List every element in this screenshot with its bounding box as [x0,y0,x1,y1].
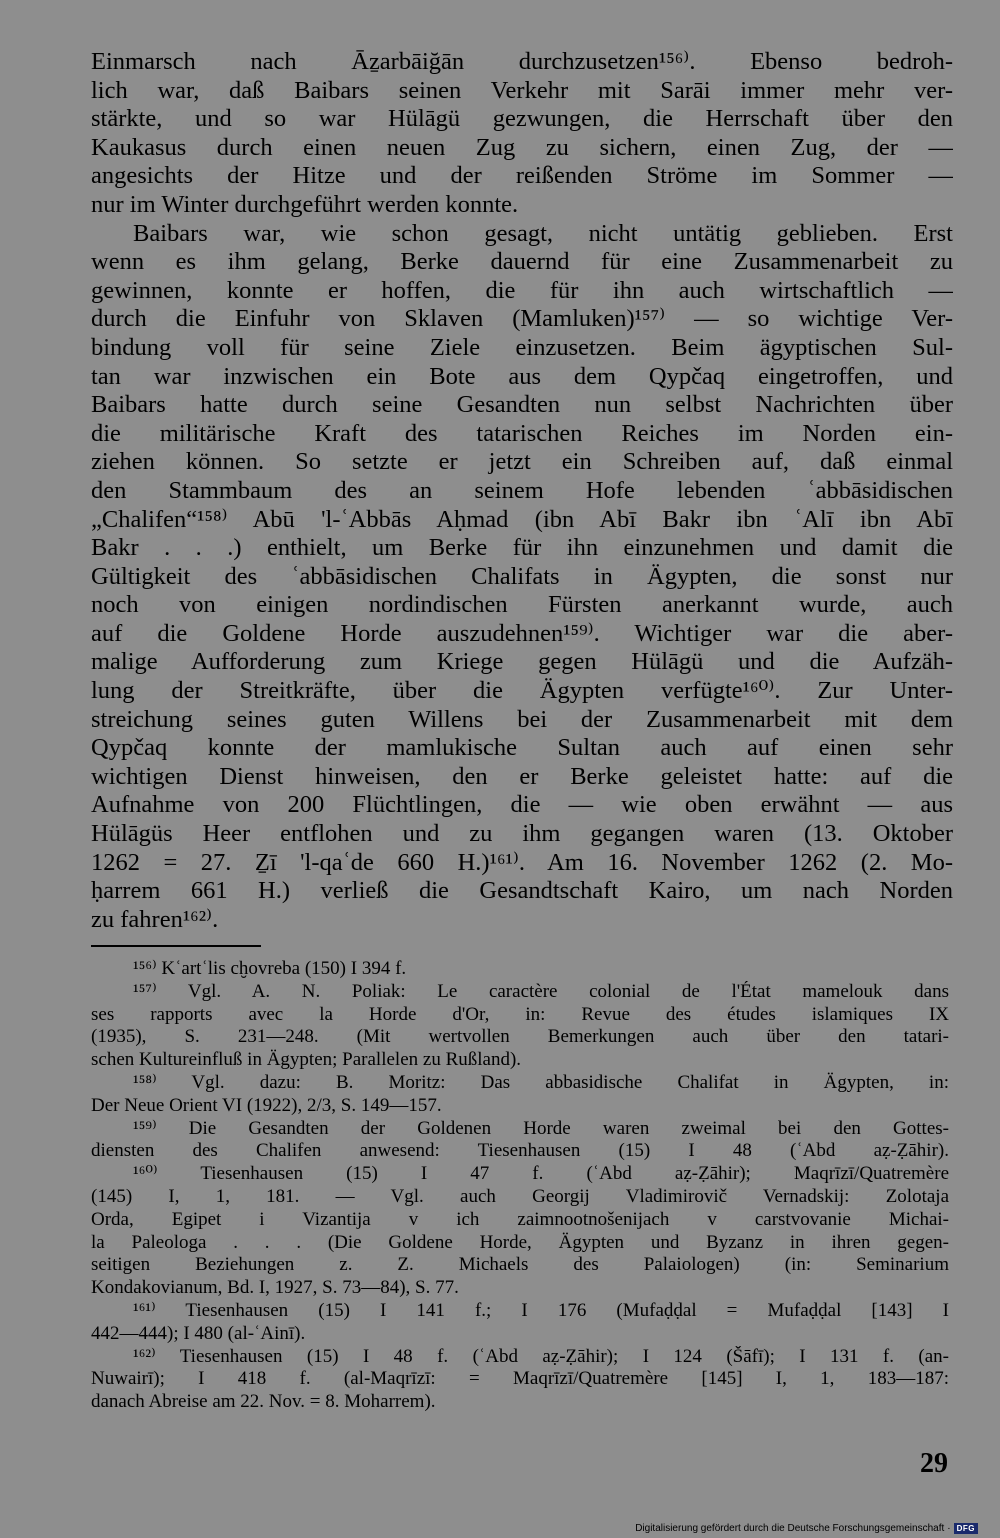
text-line: noch von einigen nordindischen Fürsten anerkannt wurde, auch [91,591,953,619]
main-text [91,48,953,934]
footnote-line: (1935), S. 231—248. (Mit wertvollen Bemerkungen auch über den tatari- [91,1026,949,1048]
text-line: Aufnahme von 200 Flüchtlingen, die — wie oben erwähnt — aus [91,791,953,819]
text-line: angesichts der Hitze und der reißenden Ströme im Sommer — [91,162,953,190]
footnote-line: Der Neue Orient VI (1922), 2/3, S. 149—157. [91,1094,442,1116]
footnote-line: schen Kultureinfluß in Ägypten; Parallelen zu Rußland). [91,1049,522,1071]
text-line: durch die Einfuhr von Sklaven (Mamluken)¹⁵⁷⁾ — so wichtige Ver- [91,305,953,333]
page-number: 29 [920,1448,948,1479]
credit-text: Digitalisierung gefördert durch die Deutsche Forschungsgemeinschaft [635,1523,945,1534]
footnote-line: Orda, Egipet i Vizantija v ich zaimnootnošenijach v carstvovanie Michai- [91,1208,949,1230]
text-line: die militärische Kraft des tatarischen Reiches im Norden ein- [91,419,953,447]
text-line: malige Aufforderung zum Kriege gegen Hülāgü und die Aufzäh- [91,648,953,676]
footnote-line: la Paleologa . . . (Die Goldene Horde, Ägypten und Byzanz in ihren gegen- [91,1231,949,1253]
text-line: streichung seines guten Willens bei der Zusammenarbeit mit dem [91,705,953,733]
text-line: bindung voll für seine Ziele einzusetzen. Beim ägyptischen Sul- [91,333,953,361]
text-line: Gültigkeit des ʿabbāsidischen Chalifats in Ägypten, die sonst nur [91,562,953,590]
footnote-line: Nuwairī); I 418 f. (al-Maqrīzī: = Maqrīzī/Quatremère [145] I, 1, 183—187: [91,1368,949,1390]
footnote-161: ¹⁶¹⁾ Tiesenhausen (15) I 141 f.; I 176 (Mufaḍḍal = Mufaḍḍal [143] I [133,1299,949,1321]
text-line: den Stammbaum des an seinem Hofe lebenden ʿabbāsidischen [91,476,953,504]
footnote-divider [91,945,261,947]
text-line: wenn es ihm gelang, Berke dauernd für eine Zusammenarbeit zu [91,248,953,276]
text-line: ziehen können. So setzte er jetzt ein Schreiben auf, daß einmal [91,448,953,476]
text-line: Bakr . . .) enthielt, um Berke für ihn einzunehmen und damit die [91,534,953,562]
text-line: tan war inzwischen ein Bote aus dem Qypčaq eingetroffen, und [91,362,953,390]
footnote-line: (145) I, 1, 181. — Vgl. auch Georgij Vladimirovič Vernadskij: Zolotaja [91,1185,949,1207]
footnote-line: seitigen Beziehungen z. Z. Michaels des Palaiologen) (in: Seminarium [91,1254,949,1276]
text-line: Baibars hatte durch seine Gesandten nun selbst Nachrichten über [91,391,953,419]
digitization-credit: Digitalisierung gefördert durch die Deutsche Forschungsgemeinschaft · DFG [635,1523,978,1534]
footnote-line: ses rapports avec la Horde d'Or, in: Revue des études islamiques IX [91,1003,949,1025]
footnote-line: diensten des Chalifen anwesend: Tiesenhausen (15) I 48 (ʿAbd aẓ-Ẓāhir). [91,1140,949,1162]
text-line: gewinnen, konnte er hoffen, die für ihn auch wirtschaftlich — [91,276,953,304]
text-line: Einmarsch nach Āẕarbāiğān durchzusetzen¹⁵⁶⁾. Ebenso bedroh- [91,48,953,75]
footnote-158: ¹⁵⁸⁾ Vgl. dazu: B. Moritz: Das abbasidische Chalifat in Ägypten, in: [133,1071,949,1093]
text-line: Hülāgüs Heer entflohen und zu ihm gegangen waren (13. Oktober [91,820,953,848]
text-line: lung der Streitkräfte, über die Ägypten verfügte¹⁶⁰⁾. Zur Unter- [91,677,953,705]
text-line: ḥarrem 661 H.) verließ die Gesandtschaft Kairo, um nach Norden [91,877,953,905]
text-line: nur im Winter durchgeführt werden konnte. [91,190,519,218]
footnote-line: Kondakovianum, Bd. I, 1927, S. 73—84), S. 77. [91,1277,459,1299]
footnote-159: ¹⁵⁹⁾ Die Gesandten der Goldenen Horde waren zweimal bei den Gottes- [133,1117,949,1139]
text-line: Qypčaq konnte der mamlukische Sultan auch auf einen sehr [91,734,953,762]
footnote-157: ¹⁵⁷⁾ Vgl. A. N. Poliak: Le caractère colonial de l'État mamelouk dans [133,980,949,1002]
footnote-line: danach Abreise am 22. Nov. = 8. Moharrem). [91,1391,436,1413]
text-line: Kaukasus durch einen neuen Zug zu sichern, einen Zug, der — [91,133,953,161]
text-line: auf die Goldene Horde auszudehnen¹⁵⁹⁾. Wichtiger war die aber- [91,619,953,647]
text-line: zu fahren¹⁶²⁾. [91,905,219,933]
text-line: Baibars war, wie schon gesagt, nicht untätig geblieben. Erst [133,219,953,247]
text-line: 1262 = 27. Ẕī 'l-qaʿde 660 H.)¹⁶¹⁾. Am 16. November 1262 (2. Mo- [91,848,953,876]
dfg-logo-icon: DFG [954,1523,978,1534]
text-line: lich war, daß Baibars seinen Verkehr mit Sarāi immer mehr ver- [91,76,953,104]
footnote-162: ¹⁶²⁾ Tiesenhausen (15) I 48 f. (ʿAbd aẓ-Ẓāhir); I 124 (Šāfī); I 131 f. (an- [133,1345,949,1367]
text-line: wichtigen Dienst hinweisen, den er Berke geleistet hatte: auf die [91,762,953,790]
text-line: stärkte, und so war Hülāgü gezwungen, die Herrschaft über den [91,105,953,133]
text-line: „Chalifen“¹⁵⁸⁾ Abū 'l-ʿAbbās Aḥmad (ibn Abī Bakr ibn ʿAlī ibn Abī [91,505,953,533]
footnote-line: 442—444); I 480 (al-ʿAinī). [91,1322,306,1344]
footnotes [91,958,949,1414]
footnote-160: ¹⁶⁰⁾ Tiesenhausen (15) I 47 f. (ʿAbd aẓ-Ẓāhir); Maqrīzī/Quatremère [133,1163,949,1185]
footnote-156: ¹⁵⁶⁾ Kʿartʿlis cḫovreba (150) I 394 f. [133,958,407,979]
